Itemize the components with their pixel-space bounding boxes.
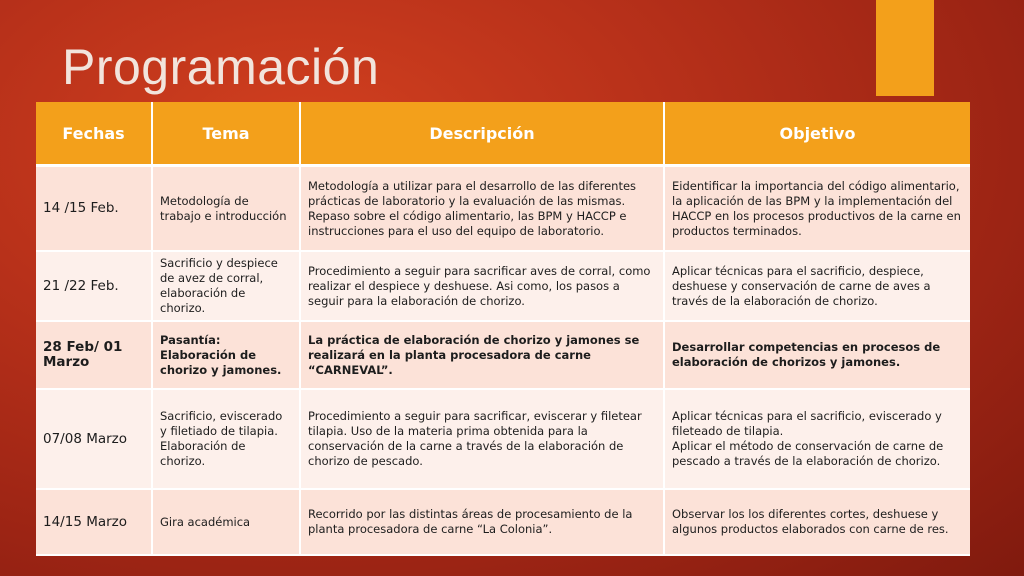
header-objetivo: Objetivo xyxy=(664,102,970,166)
cell-objetivo: Desarrollar competencias en procesos de elaboración de chorizos y jamones. xyxy=(664,321,970,389)
cell-tema: Metodología de trabajo e introducción xyxy=(152,166,300,252)
table-row xyxy=(36,389,970,489)
cell-descripcion: Recorrido por las distintas áreas de procesamiento de la planta procesadora de carne “La Colonia”. xyxy=(300,489,664,555)
objetivo-line: Aplicar técnicas para el sacrificio, eviscerado y fileteado de tilapia. xyxy=(672,409,942,438)
accent-bar xyxy=(876,0,934,96)
header-fechas: Fechas xyxy=(36,102,152,166)
table-row xyxy=(36,321,970,389)
cell-fecha: 14 /15 Feb. xyxy=(36,166,152,252)
header-tema: Tema xyxy=(152,102,300,166)
header-descripcion: Descripción xyxy=(300,102,664,166)
cell-tema: Sacrificio y despiece de avez de corral, elaboración de chorizo. xyxy=(152,251,300,321)
objetivo-line: Aplicar el método de conservación de carne de pescado a través de la elaboración de chorizo. xyxy=(672,439,944,468)
cell-descripcion: Metodología a utilizar para el desarrollo de las diferentes prácticas de laboratorio y la evaluación de las mismas. Repaso sobre el código alimentario, las BPM y HACCP e instrucciones para el uso del equipo de laboratorio. xyxy=(300,166,664,252)
cell-objetivo: Aplicar técnicas para el sacrificio, despiece, deshuese y conservación de carne de aves a través de la elaboración de chorizo. xyxy=(664,251,970,321)
cell-tema: Sacrificio, eviscerado y filetiado de tilapia. Elaboración de chorizo. xyxy=(152,389,300,489)
slide-title: Programación xyxy=(62,39,380,95)
cell-objetivo: Eidentificar la importancia del código alimentario, la aplicación de las BPM y la implementación del HACCP en los procesos productivos de la carne en productos terminados. xyxy=(664,166,970,252)
cell-objetivo: Observar los los diferentes cortes, deshuese y algunos productos elaborados con carne de res. xyxy=(664,489,970,555)
schedule-table xyxy=(36,102,970,556)
cell-fecha: 21 /22 Feb. xyxy=(36,251,152,321)
cell-fecha: 14/15 Marzo xyxy=(36,489,152,555)
cell-descripcion: Procedimiento a seguir para sacrificar aves de corral, como realizar el despiece y deshuese. Asi como, los pasos a seguir para la elaboración de chorizo. xyxy=(300,251,664,321)
cell-descripcion: La práctica de elaboración de chorizo y jamones se realizará en la planta procesadora de carne “CARNEVAL”. xyxy=(300,321,664,389)
table-row xyxy=(36,166,970,252)
cell-tema: Gira académica xyxy=(152,489,300,555)
table-header-row xyxy=(36,102,970,166)
table-row xyxy=(36,251,970,321)
cell-fecha: 07/08 Marzo xyxy=(36,389,152,489)
cell-tema: Pasantía: Elaboración de chorizo y jamones. xyxy=(152,321,300,389)
table-row xyxy=(36,489,970,555)
cell-fecha: 28 Feb/ 01 Marzo xyxy=(36,321,152,389)
cell-objetivo xyxy=(664,389,970,489)
cell-descripcion: Procedimiento a seguir para sacrificar, eviscerar y filetear tilapia. Uso de la materia prima obtenida para la conservación de la carne a través de la elaboración de chorizo de pescado. xyxy=(300,389,664,489)
